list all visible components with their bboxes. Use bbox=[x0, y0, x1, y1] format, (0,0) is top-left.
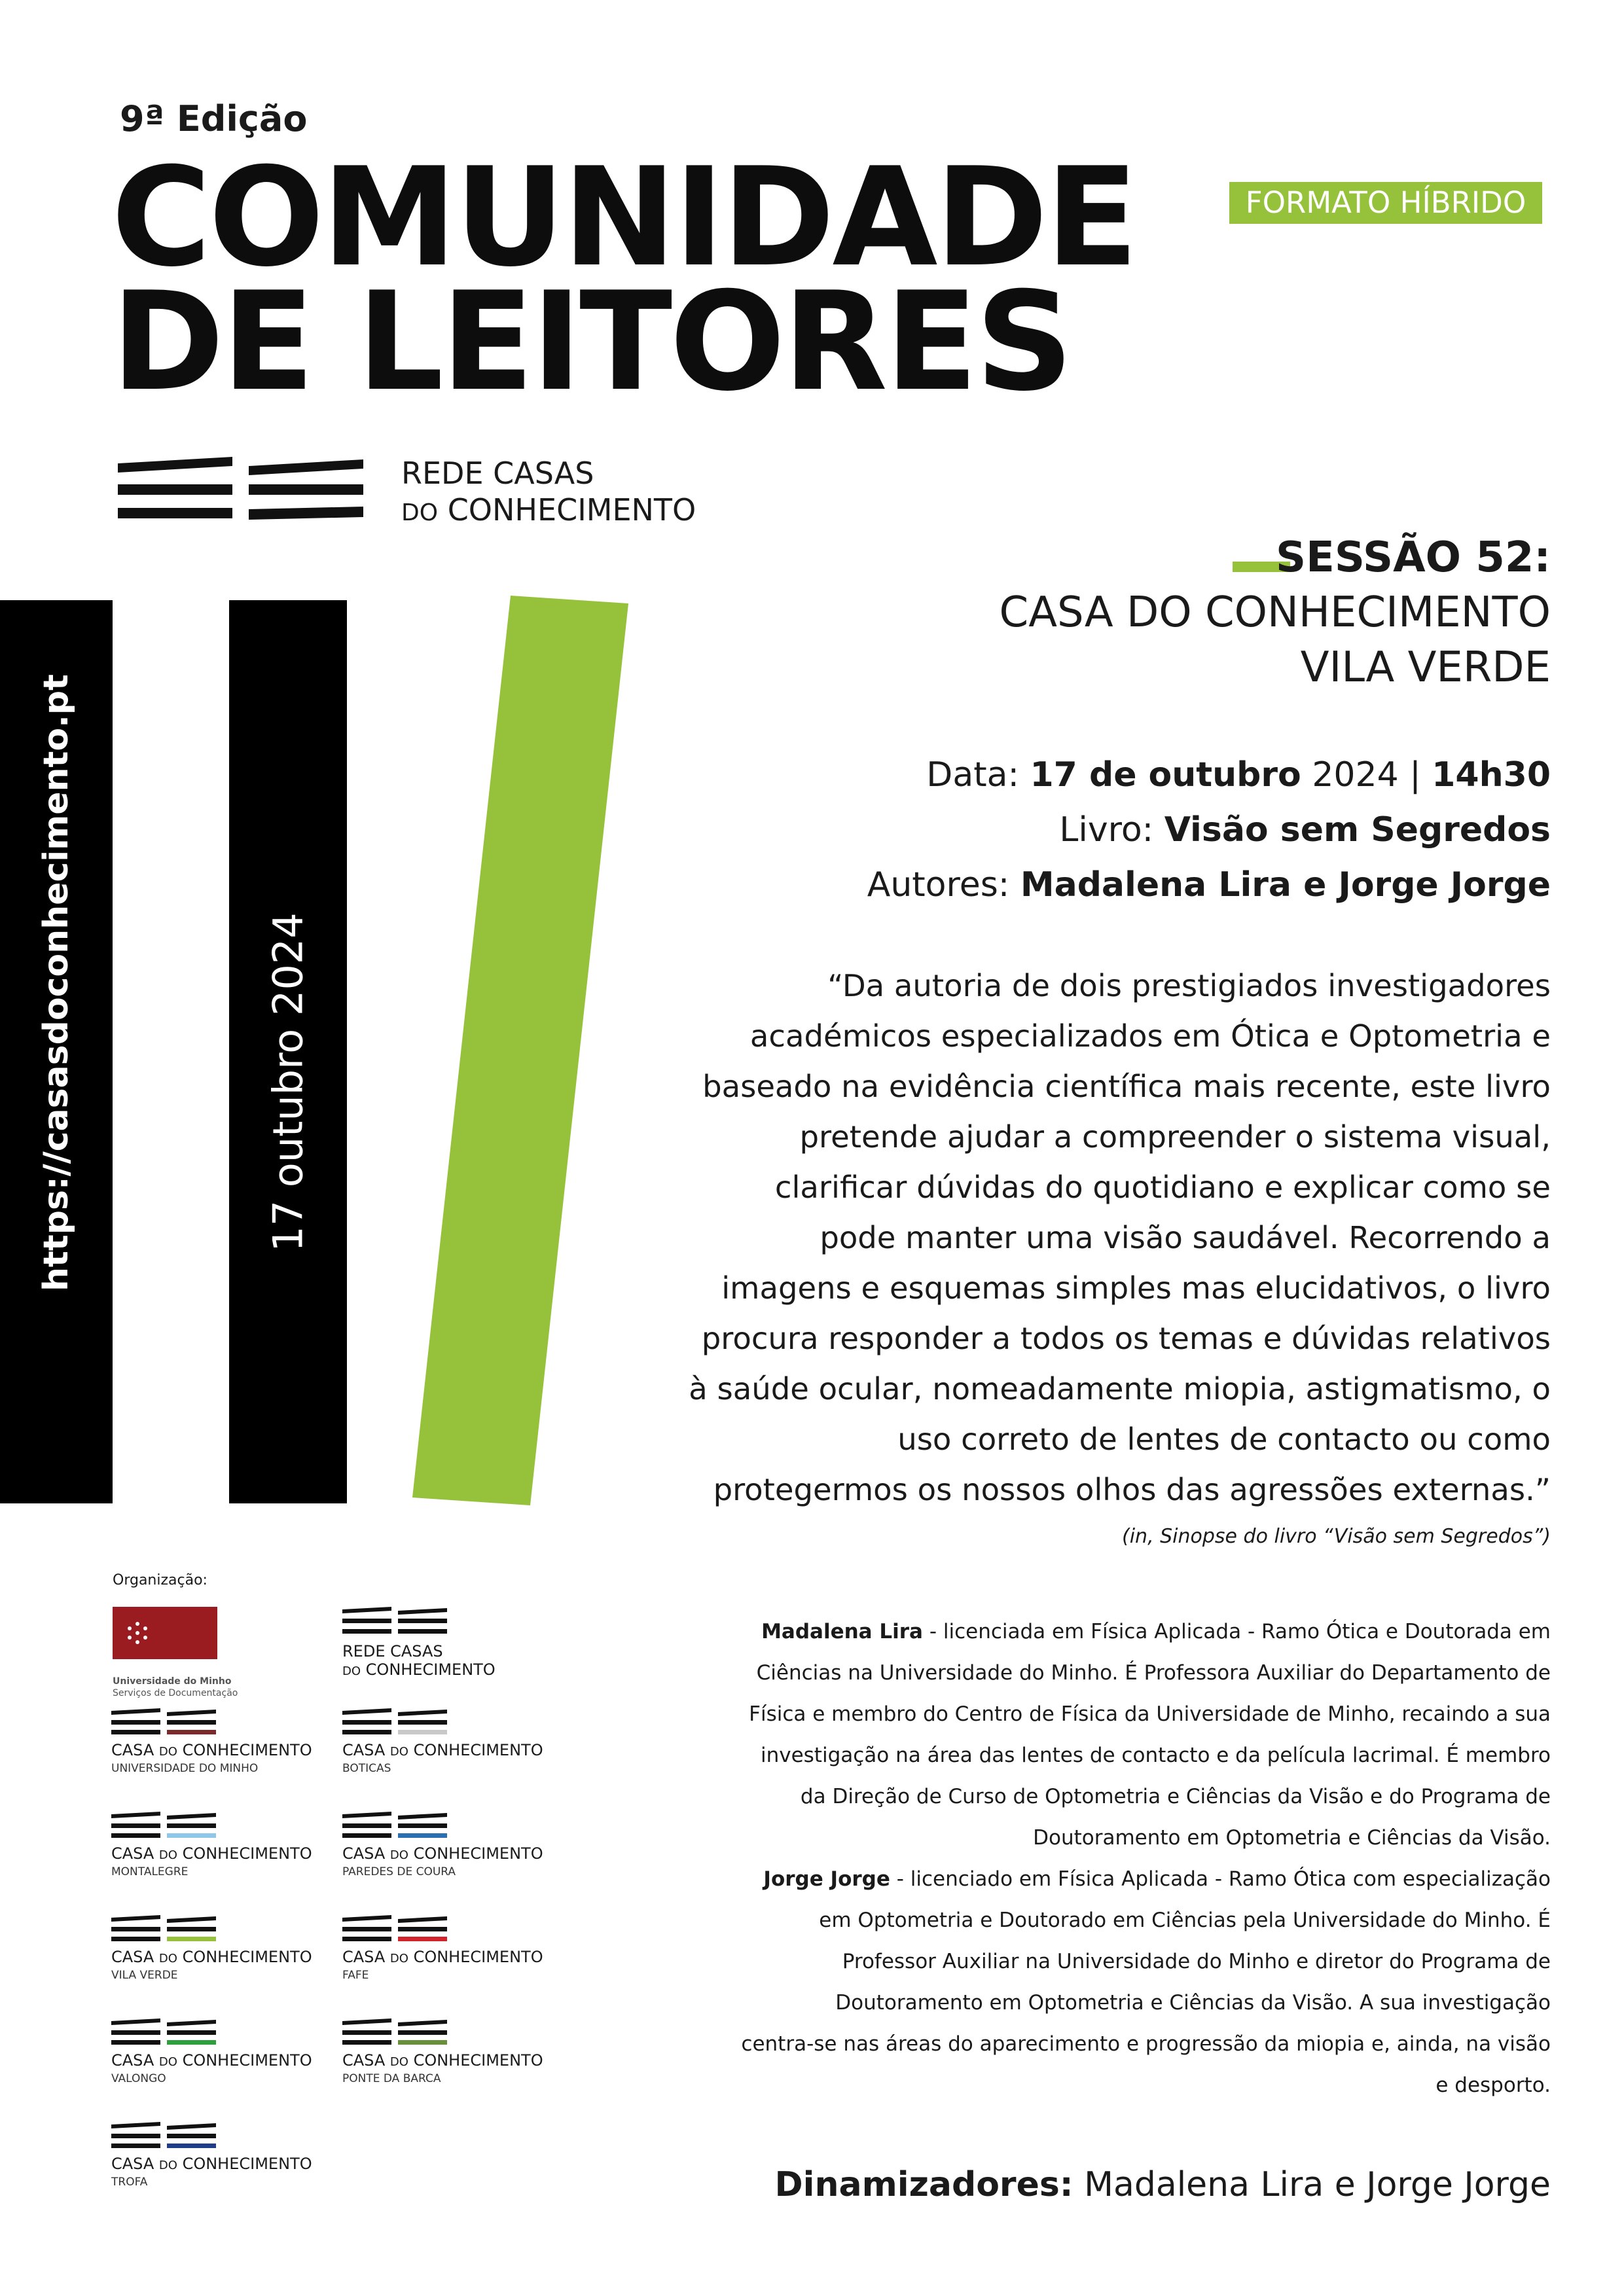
event-info bbox=[867, 747, 1551, 912]
info-authors: Autores: Madalena Lira e Jorge Jorge bbox=[867, 865, 1551, 905]
casa-logo-place: PONTE DA BARCA bbox=[342, 2072, 441, 2085]
casa-logo-name: CASA DO CONHECIMENTO bbox=[111, 1948, 312, 1966]
synopsis-text bbox=[634, 961, 1551, 1515]
rede-casas-small-logo: REDE CASAS DO CONHECIMENTO bbox=[342, 1607, 496, 1681]
casa-logo bbox=[342, 1812, 543, 1879]
title-line-2: DE LEITORES bbox=[111, 263, 1071, 422]
casa-logo-place: VALONGO bbox=[111, 2072, 166, 2085]
synopsis-line: uso correto de lentes de contacto ou como bbox=[897, 1422, 1551, 1457]
casa-logo-name: CASA DO CONHECIMENTO bbox=[342, 1844, 543, 1863]
casa-logo-icon bbox=[342, 1812, 447, 1842]
uminho-caption: Universidade do Minho Serviços de Documentação bbox=[113, 1676, 238, 1698]
synopsis-line: pretende ajudar a compreender o sistema visual, bbox=[799, 1119, 1551, 1155]
casa-logo bbox=[111, 2018, 312, 2086]
synopsis-line: baseado na evidência científica mais recente, este livro bbox=[702, 1069, 1551, 1104]
casa-logo bbox=[342, 1708, 543, 1776]
rede-casas-small-icon bbox=[342, 1607, 447, 1640]
casa-logo-name: CASA DO CONHECIMENTO bbox=[342, 1948, 543, 1966]
bio-line: centra-se nas áreas do aparecimento e progressão da miopia e, ainda, na visão bbox=[741, 2032, 1551, 2056]
casa-logo-icon bbox=[111, 2122, 216, 2152]
session-place-line-2: VILA VERDE bbox=[1300, 643, 1551, 692]
casa-logo bbox=[342, 1915, 543, 1982]
casa-logo-icon bbox=[342, 1708, 447, 1738]
casa-logo-name: CASA DO CONHECIMENTO bbox=[111, 1844, 312, 1863]
title-line-1: COMUNIDADE bbox=[111, 139, 1136, 297]
casa-logo-name: CASA DO CONHECIMENTO bbox=[111, 2051, 312, 2070]
info-date: Data: 17 de outubro 2024 | 14h30 bbox=[926, 755, 1551, 795]
bio-line: Madalena Lira - licenciada em Física Aplicada - Ramo Ótica e Doutorada em bbox=[761, 1620, 1551, 1643]
casa-logo-icon bbox=[111, 1708, 216, 1738]
dinamizadores: Dinamizadores: Madalena Lira e Jorge Jorge bbox=[774, 2165, 1551, 2204]
rede-casas-wordmark bbox=[401, 455, 696, 531]
edition-label: 9ª Edição bbox=[120, 98, 308, 139]
casa-logo bbox=[111, 1708, 312, 1776]
casa-logo-place: MONTALEGRE bbox=[111, 1865, 189, 1878]
author-bios bbox=[687, 1611, 1551, 2106]
casa-logo-name: CASA DO CONHECIMENTO bbox=[111, 2155, 312, 2173]
synopsis-citation: (in, Sinopse do livro “Visão sem Segredos”) bbox=[1122, 1525, 1551, 1548]
website-link[interactable]: https://casasdoconhecimento.pt bbox=[37, 674, 76, 1291]
synopsis-line: procura responder a todos os temas e dúvidas relativos bbox=[701, 1321, 1551, 1356]
rede-line-2-small: DO bbox=[401, 499, 439, 526]
side-date: 17 outubro 2024 bbox=[264, 912, 312, 1252]
synopsis-line: imagens e esquemas simples mas elucidativos, o livro bbox=[721, 1270, 1551, 1306]
rede-casas-logo-icon bbox=[118, 457, 367, 529]
bio-line: Jorge Jorge - licenciado em Física Aplicada - Ramo Ótica com especialização bbox=[763, 1867, 1551, 1891]
bio-line: Doutoramento em Optometria e Ciências da Visão. bbox=[1033, 1826, 1551, 1850]
uminho-logo bbox=[113, 1607, 217, 1659]
session-place-line-1: CASA DO CONHECIMENTO bbox=[999, 588, 1551, 637]
casa-logo bbox=[111, 2122, 312, 2189]
casa-logo bbox=[111, 1915, 312, 1982]
page-title bbox=[111, 139, 1136, 422]
bio-line: Professor Auxiliar na Universidade do Minho e diretor do Programa de bbox=[842, 1950, 1551, 1973]
casa-logo-place: TROFA bbox=[111, 2176, 148, 2189]
session-heading bbox=[1000, 530, 1551, 695]
synopsis-line: académicos especializados em Ótica e Optometria e bbox=[749, 1018, 1551, 1054]
format-badge: FORMATO HÍBRIDO bbox=[1229, 182, 1542, 224]
synopsis-line: “Da autoria de dois prestigiados investigadores bbox=[827, 968, 1551, 1003]
casa-logo-place: UNIVERSIDADE DO MINHO bbox=[111, 1762, 259, 1775]
synopsis-line: clarificar dúvidas do quotidiano e explicar como se bbox=[774, 1170, 1551, 1205]
rede-line-2 bbox=[401, 492, 696, 531]
bio-line: em Optometria e Doutorado em Ciências pela Universidade do Minho. É bbox=[819, 1909, 1551, 1932]
bio-line: Doutoramento em Optometria e Ciências da Visão. A sua investigação bbox=[835, 1991, 1551, 2015]
casa-logo-name: CASA DO CONHECIMENTO bbox=[111, 1741, 312, 1759]
casa-logo bbox=[342, 2018, 543, 2086]
casa-logo-icon bbox=[342, 2018, 447, 2049]
session-number: SESSÃO 52: bbox=[1276, 533, 1551, 582]
rede-line-1: REDE CASAS bbox=[401, 456, 594, 491]
casa-logo-place: FAFE bbox=[342, 1969, 369, 1982]
organizacao-label: Organização: bbox=[113, 1572, 208, 1588]
casa-logo-place: VILA VERDE bbox=[111, 1969, 178, 1982]
bio-line: Ciências na Universidade do Minho. É Professora Auxiliar do Departamento de bbox=[756, 1661, 1551, 1685]
casa-logo-name: CASA DO CONHECIMENTO bbox=[342, 1741, 543, 1759]
url-vertical-bar bbox=[0, 600, 113, 1503]
casa-logo-icon bbox=[342, 1915, 447, 1945]
date-vertical-bar bbox=[229, 600, 347, 1503]
synopsis-line: protegermos os nossos olhos das agressões externas.” bbox=[713, 1472, 1551, 1507]
bio-line: Física e membro do Centro de Física da Universidade de Minho, recaindo a sua bbox=[749, 1702, 1551, 1726]
bio-line: da Direção de Curso de Optometria e Ciências da Visão e do Programa de bbox=[800, 1785, 1551, 1808]
casa-logo bbox=[111, 1812, 312, 1879]
bio-line: investigação na área das lentes de contacto e da película lacrimal. É membro bbox=[760, 1744, 1551, 1767]
casa-logo-name: CASA DO CONHECIMENTO bbox=[342, 2051, 543, 2070]
casa-logo-icon bbox=[111, 1915, 216, 1945]
casa-logo-place: PAREDES DE COURA bbox=[342, 1865, 456, 1878]
casa-logo-place: BOTICAS bbox=[342, 1762, 391, 1775]
synopsis-line: à saúde ocular, nomeadamente miopia, astigmatismo, o bbox=[689, 1371, 1551, 1407]
bio-line: e desporto. bbox=[1435, 2073, 1551, 2097]
casa-logo-icon bbox=[111, 1812, 216, 1842]
rede-line-2-main: CONHECIMENTO bbox=[447, 492, 696, 528]
green-slanted-bar bbox=[412, 596, 628, 1505]
synopsis-line: pode manter uma visão saudável. Recorrendo a bbox=[820, 1220, 1551, 1255]
casa-logo-icon bbox=[111, 2018, 216, 2049]
uminho-emblem-icon bbox=[113, 1607, 217, 1659]
info-book: Livro: Visão sem Segredos bbox=[1059, 810, 1551, 850]
